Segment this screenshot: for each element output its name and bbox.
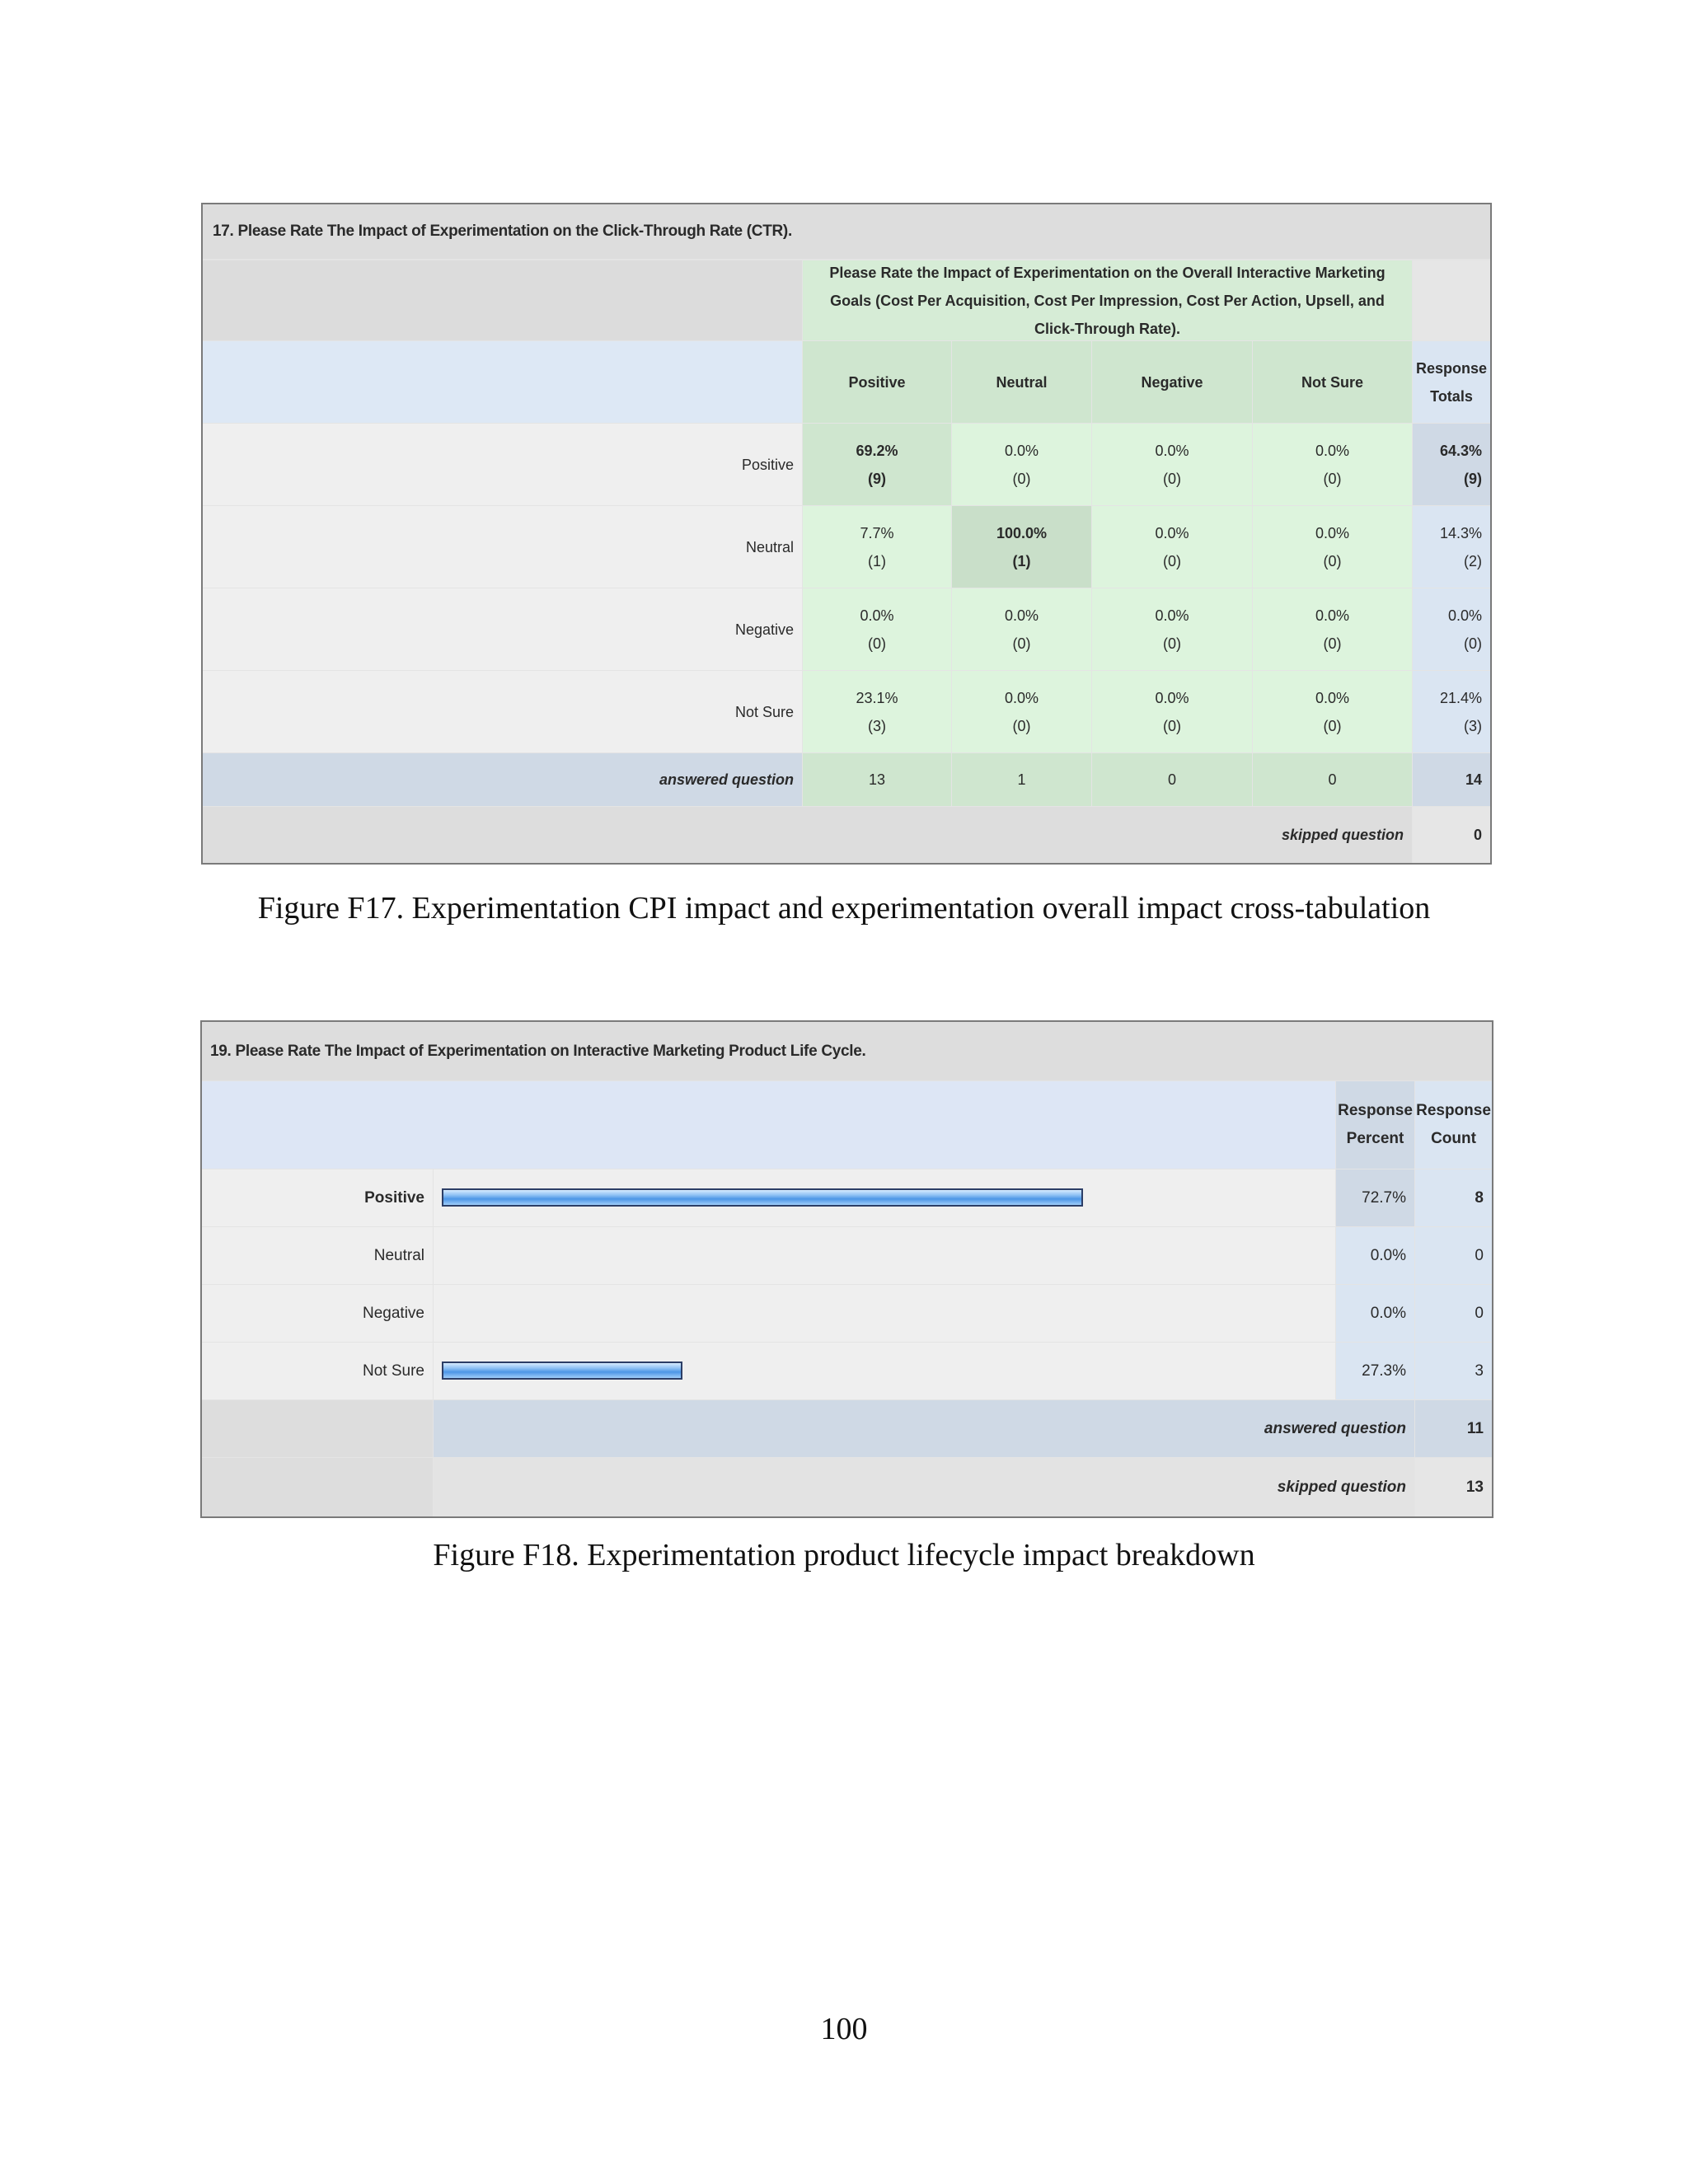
answered-total: 11 bbox=[1415, 1400, 1492, 1457]
empty-cell bbox=[202, 1400, 433, 1457]
figure-caption: Figure F17. Experimentation CPI impact and experimentation overall impact cross-tabulation bbox=[257, 891, 1431, 926]
response-bar bbox=[442, 1361, 682, 1380]
response-count-header: Response Count bbox=[1415, 1081, 1492, 1169]
answered-count: 1 bbox=[952, 753, 1091, 806]
column-header: Negative bbox=[1092, 341, 1252, 423]
data-cell: 0.0% (0) bbox=[952, 671, 1091, 752]
row-label: Negative bbox=[202, 1285, 433, 1342]
bar-track bbox=[434, 1227, 1335, 1284]
skipped-question-label: skipped question bbox=[203, 807, 1412, 863]
empty-header-cell bbox=[1413, 260, 1490, 340]
empty-header-cell bbox=[202, 1081, 1335, 1169]
data-cell: 69.2% (9) bbox=[803, 424, 951, 505]
skipped-question-label: skipped question bbox=[434, 1458, 1414, 1516]
figure-caption: Figure F18. Experimentation product lifecycle impact breakdown bbox=[433, 1538, 1255, 1572]
column-header: Neutral bbox=[952, 341, 1091, 423]
data-cell: 7.7% (1) bbox=[803, 506, 951, 588]
response-count: 0 bbox=[1415, 1285, 1492, 1342]
data-cell: 0.0% (0) bbox=[1253, 588, 1412, 670]
answered-question-label: answered question bbox=[203, 753, 802, 806]
crosstab-table bbox=[201, 203, 1492, 865]
total-cell: 14.3% (2) bbox=[1413, 506, 1490, 588]
bar-track bbox=[434, 1285, 1335, 1342]
column-header: Positive bbox=[803, 341, 951, 423]
data-cell: 0.0% (0) bbox=[952, 424, 1091, 505]
row-label: Positive bbox=[203, 424, 802, 505]
answered-count: 13 bbox=[803, 753, 951, 806]
response-bar-table bbox=[200, 1020, 1493, 1518]
group-header: Please Rate the Impact of Experimentation on the Overall Interactive Marketing Goals (Cost Per Acquisition, Cost Per Impression, Cost Per Action, Upsell, and Click-Through Rate). bbox=[803, 260, 1412, 340]
empty-header-cell bbox=[203, 341, 802, 423]
column-header: Not Sure bbox=[1253, 341, 1412, 423]
data-cell: 0.0% (0) bbox=[1253, 506, 1412, 588]
response-percent: 27.3% bbox=[1336, 1343, 1414, 1399]
row-label: Not Sure bbox=[202, 1343, 433, 1399]
answered-count: 0 bbox=[1253, 753, 1412, 806]
data-cell: 0.0% (0) bbox=[1253, 671, 1412, 752]
data-cell: 0.0% (0) bbox=[1092, 424, 1252, 505]
response-percent: 72.7% bbox=[1336, 1169, 1414, 1226]
data-cell: 0.0% (0) bbox=[1092, 588, 1252, 670]
row-label: Not Sure bbox=[203, 671, 802, 752]
answered-question-label: answered question bbox=[434, 1400, 1414, 1457]
data-cell: 0.0% (0) bbox=[1253, 424, 1412, 505]
total-cell: 21.4% (3) bbox=[1413, 671, 1490, 752]
total-cell: 0.0% (0) bbox=[1413, 588, 1490, 670]
skipped-total: 0 bbox=[1413, 807, 1490, 863]
response-count: 0 bbox=[1415, 1227, 1492, 1284]
row-label: Neutral bbox=[203, 506, 802, 588]
bar-track bbox=[434, 1169, 1335, 1226]
data-cell: 100.0% (1) bbox=[952, 506, 1091, 588]
question-title: 19. Please Rate The Impact of Experimentation on Interactive Marketing Product Life Cycle. bbox=[202, 1022, 1492, 1080]
skipped-total: 13 bbox=[1415, 1458, 1492, 1516]
data-cell: 23.1% (3) bbox=[803, 671, 951, 752]
data-cell: 0.0% (0) bbox=[952, 588, 1091, 670]
page-number: 100 bbox=[820, 2012, 868, 2046]
response-percent: 0.0% bbox=[1336, 1285, 1414, 1342]
answered-total: 14 bbox=[1413, 753, 1490, 806]
bar-track bbox=[434, 1343, 1335, 1399]
data-cell: 0.0% (0) bbox=[803, 588, 951, 670]
response-count: 3 bbox=[1415, 1343, 1492, 1399]
empty-header-cell bbox=[203, 260, 802, 340]
totals-header: Response Totals bbox=[1413, 341, 1490, 423]
row-label: Neutral bbox=[202, 1227, 433, 1284]
answered-count: 0 bbox=[1092, 753, 1252, 806]
data-cell: 0.0% (0) bbox=[1092, 506, 1252, 588]
response-percent: 0.0% bbox=[1336, 1227, 1414, 1284]
response-count: 8 bbox=[1415, 1169, 1492, 1226]
row-label: Negative bbox=[203, 588, 802, 670]
response-bar bbox=[442, 1188, 1083, 1207]
total-cell: 64.3% (9) bbox=[1413, 424, 1490, 505]
row-label: Positive bbox=[202, 1169, 433, 1226]
data-cell: 0.0% (0) bbox=[1092, 671, 1252, 752]
empty-cell bbox=[202, 1458, 433, 1516]
question-title: 17. Please Rate The Impact of Experimentation on the Click-Through Rate (CTR). bbox=[203, 204, 1490, 259]
response-percent-header: Response Percent bbox=[1336, 1081, 1414, 1169]
